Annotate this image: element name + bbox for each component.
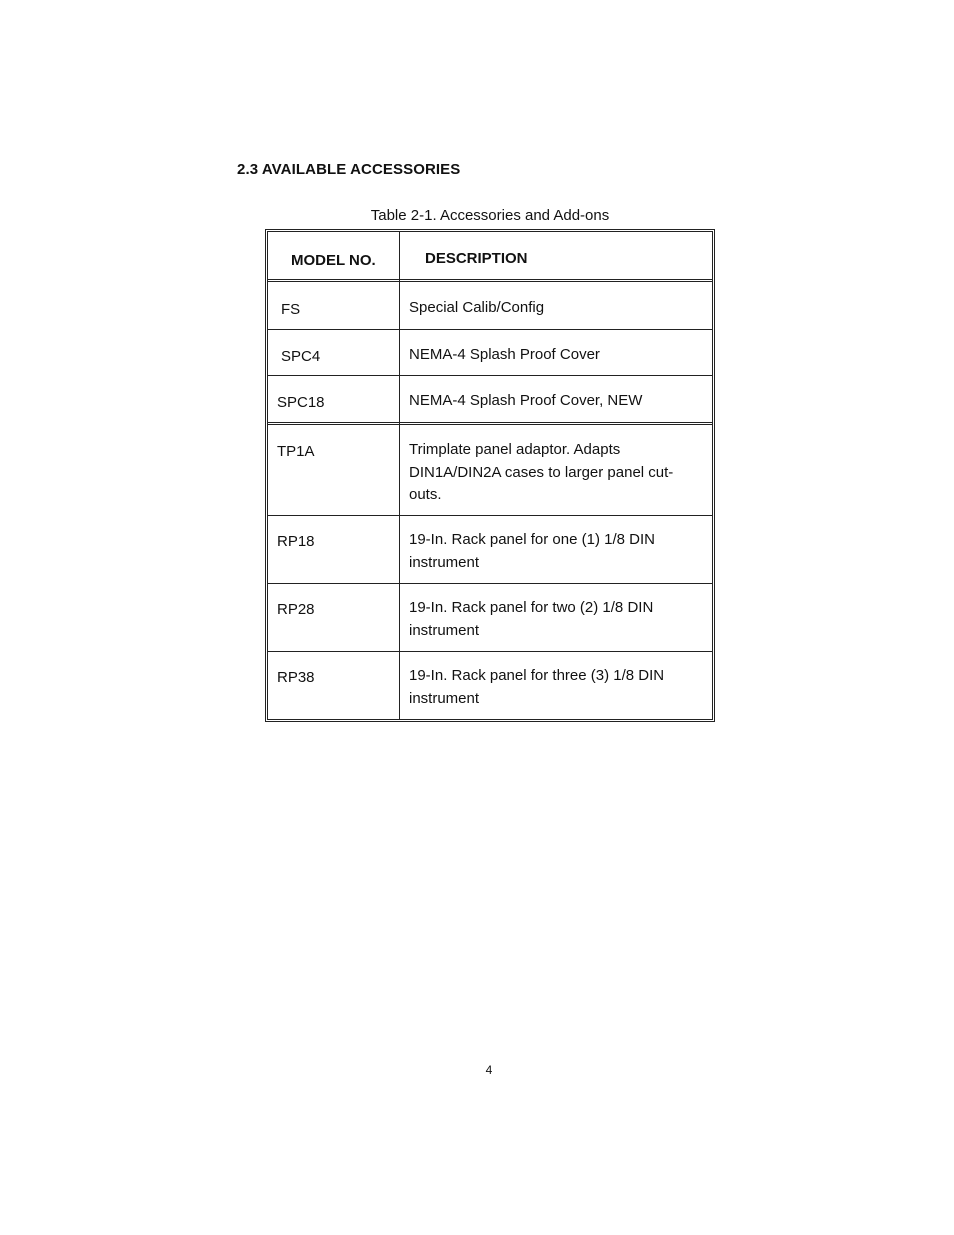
header-model-no: MODEL NO. <box>291 252 376 269</box>
page-number: 4 <box>485 1063 493 1077</box>
table-row <box>268 652 712 719</box>
model-cell: RP18 <box>277 533 315 550</box>
model-cell: TP1A <box>277 443 315 460</box>
description-cell: 19-In. Rack panel for two (2) 1/8 DIN instrument <box>409 599 654 639</box>
model-cell: SPC4 <box>281 348 321 365</box>
table-row <box>268 330 712 376</box>
description-cell: 19-In. Rack panel for one (1) 1/8 DIN instrument <box>409 531 655 571</box>
model-cell: RP38 <box>277 669 315 686</box>
description-cell: 19-In. Rack panel for three (3) 1/8 DIN instrument <box>409 667 665 707</box>
table-header-row <box>268 232 712 282</box>
table-row <box>268 376 712 425</box>
model-cell: RP28 <box>277 601 315 618</box>
table-row <box>268 584 712 652</box>
description-cell: Trimplate panel adaptor. Adapts DIN1A/DIN2A cases to larger panel cut-outs. <box>409 441 674 503</box>
table-caption: Table 2-1. Accessories and Add-ons <box>370 207 610 224</box>
model-cell: FS <box>281 301 301 318</box>
table-row <box>268 282 712 330</box>
model-cell: SPC18 <box>277 394 325 411</box>
section-heading: 2.3 AVAILABLE ACCESSORIES <box>237 161 461 178</box>
accessories-table <box>265 229 715 722</box>
description-cell: Special Calib/Config <box>409 299 545 316</box>
header-description: DESCRIPTION <box>425 250 528 267</box>
column-divider <box>399 232 400 719</box>
table-row <box>268 425 712 516</box>
table-row <box>268 516 712 584</box>
description-cell: NEMA-4 Splash Proof Cover <box>409 346 600 363</box>
description-cell: NEMA-4 Splash Proof Cover, NEW <box>409 392 643 409</box>
